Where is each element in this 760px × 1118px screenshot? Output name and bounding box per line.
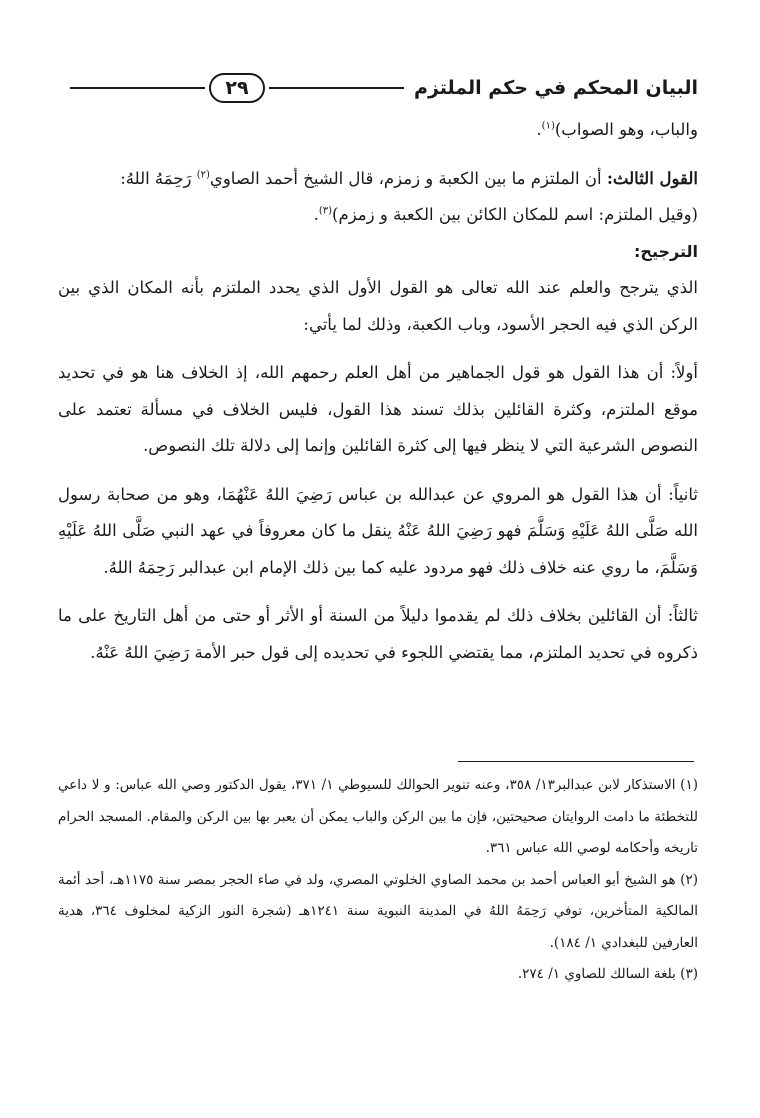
footnotes xyxy=(58,770,698,991)
paragraph-4: الذي يترجح والعلم عند الله تعالى هو القول الأول الذي يحدد الملتزم بأنه المكان الذي بين الركن الذي فيه الحجر الأسود، وباب الكعبة، وذلك لما يأتي: xyxy=(58,278,698,334)
footnote-separator xyxy=(458,761,694,762)
footnote-3: (٣) بلغة السالك للصاوي ١/ ٢٧٤. xyxy=(517,966,698,982)
paragraph-1 xyxy=(58,112,698,149)
header-rule-left xyxy=(70,87,205,89)
section-heading-tarjih: الترجيح: xyxy=(634,241,698,261)
main-text xyxy=(58,112,698,671)
honorific: رَحِمَهُ اللهُ: xyxy=(120,168,192,188)
paragraph-6: ثانياً: أن هذا القول هو المروي عن عبدالله بن عباس رَضِيَ اللهُ عَنْهُمَا، وهو من صحابة رسول الله صَلَّى اللهُ عَلَيْهِ وَسَلَّمَ فهو رَضِيَ اللهُ عَنْهُ ينقل ما كان معروفاً في عهد النبي صَلَّى اللهُ عَلَيْهِ وَسَلَّمَ، ما روي عنه خلاف ذلك فهو مردود عليه كما بين ذلك الإمام ابن عبدالبر رَحِمَهُ اللهُ. xyxy=(58,484,698,577)
running-header xyxy=(70,66,698,110)
third-opinion-label: القول الثالث: xyxy=(606,168,698,188)
paragraph-3-end: . xyxy=(313,205,319,224)
page-number: ٢٩ xyxy=(209,73,264,103)
book-title: البيان المحكم في حكم الملتزم xyxy=(414,77,698,99)
paragraph-3 xyxy=(58,197,698,234)
paragraph-3-text: (وقيل الملتزم: اسم للمكان الكائن بين الكعبة و زمزم) xyxy=(332,205,698,224)
footnote-ref-3: (٣) xyxy=(318,205,333,217)
footnote-1: (١) الاستذكار لابن عبدالبر١٣/ ٣٥٨، وعنه تنوير الحوالك للسيوطي ١/ ٣٧١، يقول الدكتور وصي الله عباس: و لا داعي للتخطئة ما دامت الروايتان صحيحتين، فإن ما بين الركن والباب يمكن أن يعبر بها بين الركن والمقام. المسجد الحرام تاريخه وأحكامه لوصي الله عباس ٣٦١. xyxy=(58,777,698,856)
header-rule-right xyxy=(269,87,404,89)
footnote-2: (٢) هو الشيخ أبو العباس أحمد بن محمد الصاوي الخلوتي المصري، ولد في صاء الحجر بمصر سنة ١١٧٥هـ، أحد أئمة المالكية المتأخرين، توفي رَحِمَهُ اللهُ في المدينة النبوية سنة ١٢٤١هـ (شجرة النور الزكية لمخلوف ٣٦٤، هدية العارفين للبغدادي ١/ ١٨٤). xyxy=(58,871,698,951)
paragraph-2 xyxy=(58,161,698,198)
paragraph-2-text: أن الملتزم ما بين الكعبة و زمزم، قال الشيخ أحمد الصاوي xyxy=(209,168,602,188)
paragraph-5: أولاً: أن هذا القول هو قول الجماهير من أهل العلم رحمهم الله، إذ الخلاف هنا هو في تحديد موقع الملتزم، وكثرة القائلين بذلك تسند هذا القول، فليس الخلاف في مسألة تعتمد على النصوص الشرعية التي لا ينظر فيها إلى كثرة القائلين وإنما إلى دلالة تلك النصوص. xyxy=(58,363,698,455)
footnote-ref-2: (٢) xyxy=(196,169,210,180)
paragraph-1-text: والباب، وهو الصواب) xyxy=(554,120,698,139)
paragraph-1-end: . xyxy=(536,120,542,139)
paragraph-7: ثالثاً: أن القائلين بخلاف ذلك لم يقدموا دليلاً من السنة أو الأثر أو حتى من أهل التاريخ على ما ذكروه في تحديد الملتزم، مما يقتضي اللجوء في تحديده إلى قول حبر الأمة رَضِيَ اللهُ عَنْهُ. xyxy=(58,606,698,662)
footnote-ref-1: (١) xyxy=(541,120,555,132)
